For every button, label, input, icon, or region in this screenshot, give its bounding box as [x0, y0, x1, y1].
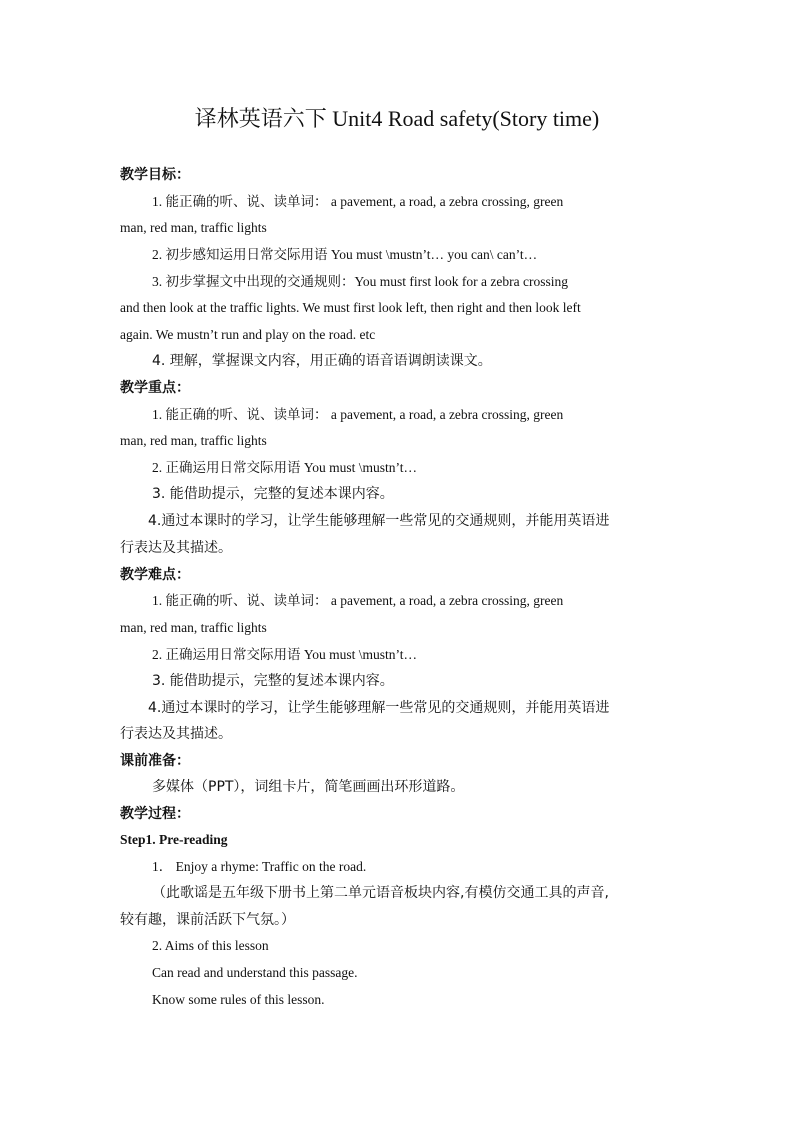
keypoint-item-4b: 行表达及其描述。 [120, 540, 232, 556]
goal-item-3c: again. We mustn’t run and play on the road. etc [120, 327, 376, 342]
keypoint-item-1a: 1. 能正确的听、说、读单词： a pavement, a road, a zebra crossing, green [152, 407, 564, 422]
step1-aim-a: Can read and understand this passage. [152, 965, 358, 980]
goal-item-2: 2. 初步感知运用日常交际用语 You must \mustn’t… you can\ can’t… [152, 247, 538, 262]
prep-text: 多媒体（PPT），词组卡片，简笔画画出环形道路。 [152, 779, 465, 795]
goal-item-1a: 1. 能正确的听、说、读单词： a pavement, a road, a zebra crossing, green [152, 194, 564, 209]
difficulty-item-1b: man, red man, traffic lights [120, 620, 267, 635]
section-heading-process: 教学过程： [120, 806, 190, 822]
step1-note-a: （此歌谣是五年级下册书上第二单元语音板块内容,有模仿交通工具的声音, [152, 885, 609, 901]
keypoint-item-4a: 4.通过本课时的学习，让学生能够理解一些常见的交通规则，并能用英语进 [148, 513, 610, 529]
step1-heading: Step1. Pre-reading [120, 832, 228, 847]
difficulty-item-4b: 行表达及其描述。 [120, 726, 232, 742]
goal-item-1b: man, red man, traffic lights [120, 220, 267, 235]
section-heading-prep: 课前准备： [120, 753, 190, 769]
section-heading-difficulties: 教学难点： [120, 567, 190, 583]
section-heading-goals: 教学目标： [120, 167, 190, 183]
difficulty-item-4a: 4.通过本课时的学习，让学生能够理解一些常见的交通规则，并能用英语进 [148, 700, 610, 716]
step1-note-b: 较有趣，课前活跃下气氛。） [120, 912, 295, 928]
section-heading-keypoints: 教学重点： [120, 380, 190, 396]
goal-item-3b: and then look at the traffic lights. We must first look left, then right and then look left [120, 300, 581, 315]
keypoint-item-2: 2. 正确运用日常交际用语 You must \mustn’t… [152, 460, 418, 475]
goal-item-3a: 3. 初步掌握文中出现的交通规则：You must first look for a zebra crossing [152, 274, 568, 289]
step1-aim-b: Know some rules of this lesson. [152, 992, 325, 1007]
difficulty-item-1a: 1. 能正确的听、说、读单词： a pavement, a road, a zebra crossing, green [152, 593, 564, 608]
keypoint-item-1b: man, red man, traffic lights [120, 433, 267, 448]
goal-item-4: 4. 理解，掌握课文内容，用正确的语音语调朗读课文。 [152, 353, 492, 369]
step1-item-2: 2. Aims of this lesson [152, 938, 269, 953]
difficulty-item-3: 3. 能借助提示，完整的复述本课内容。 [152, 673, 394, 689]
document-title: 译林英语六下 Unit4 Road safety(Story time) [194, 106, 600, 131]
step1-item-1: 1． Enjoy a rhyme: Traffic on the road. [152, 859, 367, 874]
difficulty-item-2: 2. 正确运用日常交际用语 You must \mustn’t… [152, 647, 418, 662]
keypoint-item-3: 3. 能借助提示，完整的复述本课内容。 [152, 486, 394, 502]
